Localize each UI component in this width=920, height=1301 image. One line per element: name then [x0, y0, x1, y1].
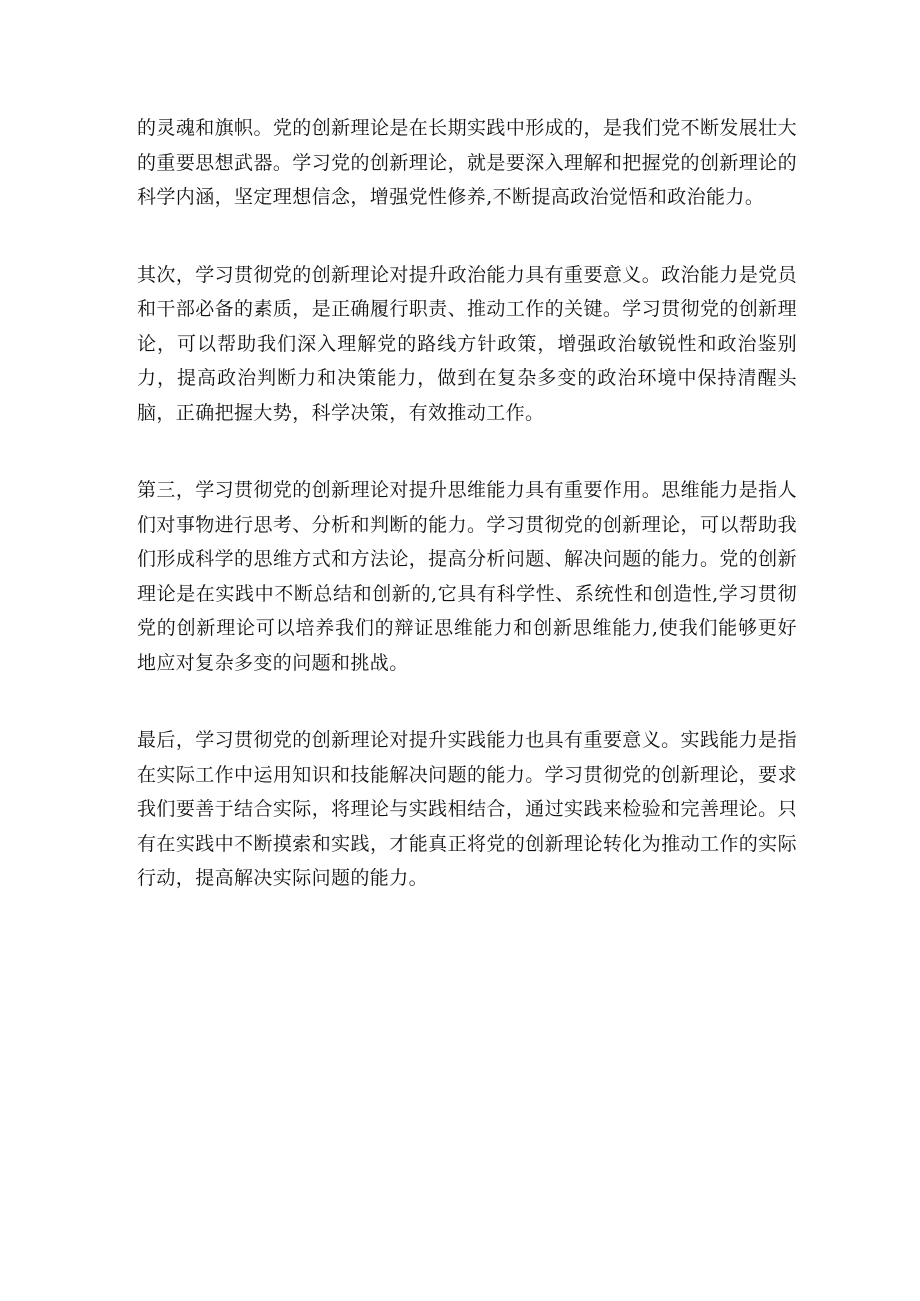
- paragraph-political-ability: 其次，学习贯彻党的创新理论对提升政治能力具有重要意义。政治能力是党员和干部必备的素质，是正确履行职责、推动工作的关键。学习贯彻党的创新理论，可以帮助我们深入理解党的路线方针政策，增强政治敏锐性和政治鉴别力，提高政治判断力和决策能力，做到在复杂多变的政治环境中保持清醒头脑，正确把握大势，科学决策，有效推动工作。: [137, 263, 797, 424]
- paragraph-thinking-ability: 第三，学习贯彻党的创新理论对提升思维能力具有重要作用。思维能力是指人们对事物进行思考、分析和判断的能力。学习贯彻党的创新理论，可以帮助我们形成科学的思维方式和方法论，提高分析问题、解决问题的能力。党的创新理论是在实践中不断总结和创新的,它具有科学性、系统性和创造性,学习贯彻党的创新理论可以培养我们的辩证思维能力和创新思维能力,使我们能够更好地应对复杂多变的问题和挑战。: [137, 479, 797, 674]
- document-body: [137, 111, 797, 896]
- paragraph-continuation: 的灵魂和旗帜。党的创新理论是在长期实践中形成的，是我们党不断发展壮大的重要思想武器。学习党的创新理论，就是要深入理解和把握党的创新理论的科学内涵，坚定理想信念，增强党性修养,不断提高政治觉悟和政治能力。: [137, 117, 797, 208]
- paragraph-practical-ability: 最后，学习贯彻党的创新理论对提升实践能力也具有重要意义。实践能力是指在实际工作中运用知识和技能解决问题的能力。学习贯彻党的创新理论，要求我们要善于结合实际，将理论与实践相结合，通过实践来检验和完善理论。只有在实践中不断摸索和实践，才能真正将党的创新理论转化为推动工作的实际行动，提高解决实际问题的能力。: [137, 729, 797, 889]
